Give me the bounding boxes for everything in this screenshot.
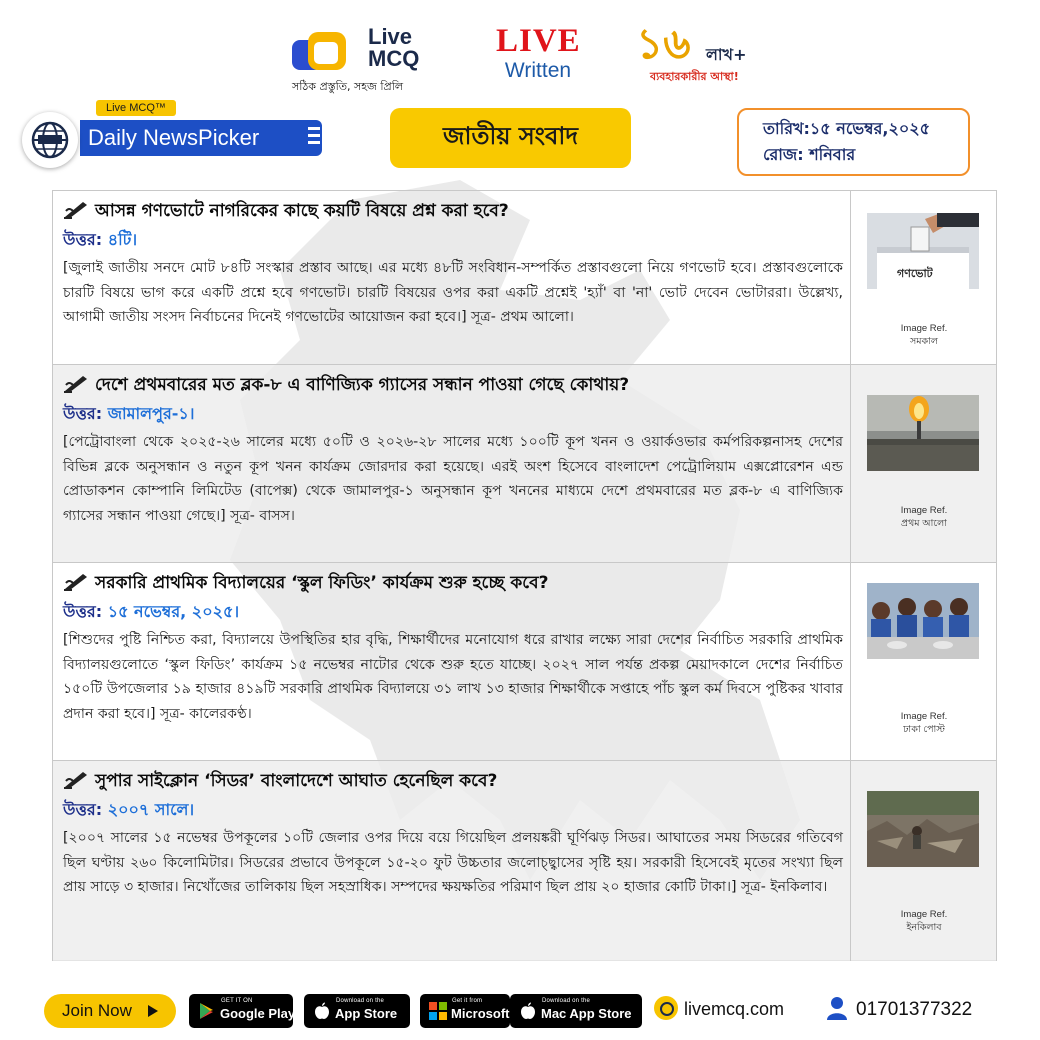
microsoft-icon — [428, 1001, 448, 1021]
newspicker-banner — [80, 120, 322, 156]
users-count-logo — [636, 19, 786, 92]
answer-label: উত্তর: — [63, 602, 103, 621]
footer — [44, 994, 1004, 1030]
answer-label: উত্তর: — [63, 230, 103, 249]
answer-value: ৪টি। — [107, 230, 138, 249]
question-text: দেশে প্রথমবারের মত ব্লক-৮ এ বাণিজ্যিক গ্যাসের সন্ধান পাওয়া গেছে কোথায়? — [95, 375, 630, 395]
writing-hand-icon — [63, 199, 89, 226]
writing-hand-icon — [63, 769, 89, 796]
news-item — [53, 563, 996, 761]
website-link[interactable] — [654, 996, 784, 1020]
image-source: ঢাকা পোস্ট — [903, 724, 945, 735]
store-big-text: Microsoft — [451, 1006, 510, 1021]
livemcq-logo — [292, 26, 452, 96]
globe-news-icon — [22, 112, 78, 168]
question-text: সুপার সাইক্লোন ‘সিডর’ বাংলাদেশে আঘাত হেনেছিল কবে? — [95, 771, 498, 791]
person-icon — [826, 996, 848, 1020]
written-label: Written — [504, 59, 572, 82]
play-arrow-icon — [148, 1005, 158, 1017]
livemcq-tagline: সঠিক প্রস্তুতি, সহজ প্রিলি — [292, 80, 404, 93]
live-written-logo — [496, 24, 580, 94]
live-label: LIVE — [496, 23, 581, 59]
store-small-text: Get it from — [452, 998, 483, 1004]
livemcq-title-line2: MCQ — [368, 46, 420, 71]
store-big-text: Mac App Store — [541, 1006, 632, 1021]
apple-icon — [518, 1001, 538, 1021]
question-text: আসন্ন গণভোটে নাগরিকের কাছে কয়টি বিষয়ে প্রশ্ন করা হবে? — [95, 201, 509, 221]
ballot-box-label: গণভোট — [897, 267, 933, 280]
date-line: তারিখ:১৫ নভেম্বর,২০২৫ — [763, 119, 931, 138]
join-now-label: Join Now — [62, 1001, 132, 1020]
livemcq-title-line1: Live — [368, 24, 413, 49]
newspicker-title: Daily NewsPicker — [88, 125, 260, 150]
answer-label: উত্তর: — [63, 800, 103, 819]
image-source: সমকাল — [909, 336, 939, 347]
answer-value: জামালপুর-১। — [107, 404, 195, 423]
store-small-text: Download on the — [336, 998, 385, 1004]
day-line: রোজ: শনিবার — [763, 145, 856, 164]
cyclone-damage-image — [867, 791, 979, 867]
answer-value: ২০০৭ সালে। — [107, 800, 195, 819]
apple-icon — [312, 1001, 332, 1021]
google-play-badge[interactable] — [189, 994, 296, 1028]
image-source: প্রথম আলো — [901, 518, 947, 529]
web-icon — [654, 996, 678, 1020]
answer-detail: [২০০৭ সালের ১৫ নভেম্বর উপকূলের ১০টি জেলার ওপর দিয়ে বয়ে গিয়েছিল প্রলয়ঙ্করী ঘূর্ণিঝড় সিডর। আঘাতের সময় সিডরের গতিবেগ ছিল ঘণ্টায় ২৬০ কিলোমিটার। সিডরের প্রভাবে উপকূলে ১৫-২০ ফুট উচ্চতার জলোচ্ছ্বাসের সৃষ্টি হয়। সরকারী হিসেবেই মৃতের সংখ্যা ছিল প্রায় সাড়ে ৩ হাজার। নিখোঁজের তালিকায় ছিল সহস্রাধিক। সম্পদের ক্ষয়ক্ষতির পরিমাণ ছিল প্রায় ২০ হাজার কোটি টাকা।] সূত্র- ইনকিলাব। — [63, 830, 843, 895]
store-small-text: Download on the — [542, 998, 591, 1004]
answer-detail: [পেট্রোবাংলা থেকে ২০২৫-২৬ সালের মধ্যে ৫০টি ও ২০২৬-২৮ সালের মধ্যে ১০০টি কূপ খনন ও ওয়ার্কওভার কর্মপরিকল্পনাসহ দেশের বিভিন্ন ব্লকে অনুসন্ধান ও নতুন কূপ খনন কার্যক্রম জোরদার করা হয়েছে। এরই অংশ হিসেবে বাংলাদেশ পেট্রোলিয়াম এক্সপ্লোরেশন এন্ড প্রোডাকশন কোম্পানি লিমিটেড (বাপেক্স) থেকে জামালপুর-১ অনুসন্ধান কূপ খননের মাধ্যমে দেশে প্রথমবারের মত ব্লক-৮ এ বাণিজ্যিক গ্যাসের সন্ধান পাওয়া গেছে।] সূত্র- বাসস। — [63, 434, 843, 524]
news-item — [53, 191, 996, 365]
join-now-button[interactable] — [44, 994, 176, 1028]
livemcq-logo-mark — [292, 32, 356, 76]
users-count-caption: ব্যবহারকারীর আস্থা! — [650, 70, 739, 83]
store-big-text: Google Play — [220, 1006, 296, 1021]
ballot-box-image — [867, 213, 979, 289]
menu-lines-icon — [308, 127, 320, 148]
microsoft-store-badge[interactable] — [420, 994, 510, 1028]
news-table — [52, 190, 997, 961]
writing-hand-icon — [63, 571, 89, 598]
answer-detail: [শিশুদের পুষ্টি নিশ্চিত করা, বিদ্যালয়ে উপস্থিতির হার বৃদ্ধি, শিক্ষার্থীদের মনোযোগ ধরে রাখার লক্ষ্যে সারা দেশের নির্বাচিত সরকারি প্রাথমিক বিদ্যালয়গুলোতে ‘স্কুল ফিডিং’ কার্যক্রম ১৫ নভেম্বর নাটোর থেকে শুরু হতে যাচ্ছে। ২০২৭ সাল পর্যন্ত প্রকল্প মেয়াদকালে দেশের নির্বাচিত ১৫০টি উপজেলার ১৯ হাজার ৪১৯টি সরকারি প্রাথমিক বিদ্যালয়ে ৩১ লাখ ১৩ হাজার শিক্ষার্থীকে সপ্তাহে পাঁচ স্কুল কর্ম দিবসে পুষ্টিকর খাবার প্রদান করা হবে।] সূত্র- কালেরকণ্ঠ। — [63, 632, 843, 722]
answer-label: উত্তর: — [63, 404, 103, 423]
answer-value: ১৫ নভেম্বর, ২০২৫। — [107, 602, 240, 621]
store-small-text: GET IT ON — [221, 998, 253, 1004]
image-ref-label: Image Ref. — [900, 909, 948, 920]
category-label: জাতীয় সংবাদ — [390, 108, 631, 168]
app-store-badge[interactable] — [304, 994, 410, 1028]
phone-contact[interactable] — [826, 996, 972, 1021]
school-children-image — [867, 583, 979, 659]
google-play-icon — [197, 1001, 217, 1021]
store-big-text: App Store — [335, 1006, 398, 1021]
phone-text: 01701377322 — [856, 999, 973, 1020]
question-text: সরকারি প্রাথমিক বিদ্যালয়ের ‘স্কুল ফিডিং’ কার্যক্রম শুরু হচ্ছে কবে? — [95, 573, 549, 593]
news-item — [53, 365, 996, 563]
image-ref-label: Image Ref. — [900, 323, 948, 334]
writing-hand-icon — [63, 373, 89, 400]
news-item — [53, 761, 996, 961]
answer-detail: [জুলাই জাতীয় সনদে মোট ৮৪টি সংস্কার প্রস্তাব আছে। এর মধ্যে ৪৮টি সংবিধান-সম্পর্কিত প্রস্তাবগুলো নিয়ে গণভোট হবে। প্রস্তাবগুলোকে চারটি বিষয়ে ভাগ করে একটি প্রশ্নে হবে গণভোট। চারটি বিষয়ের ওপর করা একটি প্রশ্নেই 'হ্যাঁ' বা 'না' ভোট দেবেন ভোটাররা। উল্লেখ্য, আগামী জাতীয় সংসদ নির্বাচনের দিনেই গণভোটের আয়োজন করা হবে।] সূত্র- প্রথম আলো। — [63, 260, 843, 325]
users-count-suffix: লাখ+ — [706, 45, 747, 64]
users-count-number: ১৬ — [636, 19, 691, 68]
gas-flare-image — [867, 395, 979, 471]
image-ref-label: Image Ref. — [900, 505, 948, 516]
image-source: ইনকিলাব — [906, 922, 942, 933]
image-ref-label: Image Ref. — [900, 711, 948, 722]
livemcq-badge: Live MCQ™ — [96, 100, 176, 116]
date-box — [737, 108, 970, 176]
website-text: livemcq.com — [684, 999, 785, 1019]
mac-app-store-badge[interactable] — [510, 994, 642, 1028]
